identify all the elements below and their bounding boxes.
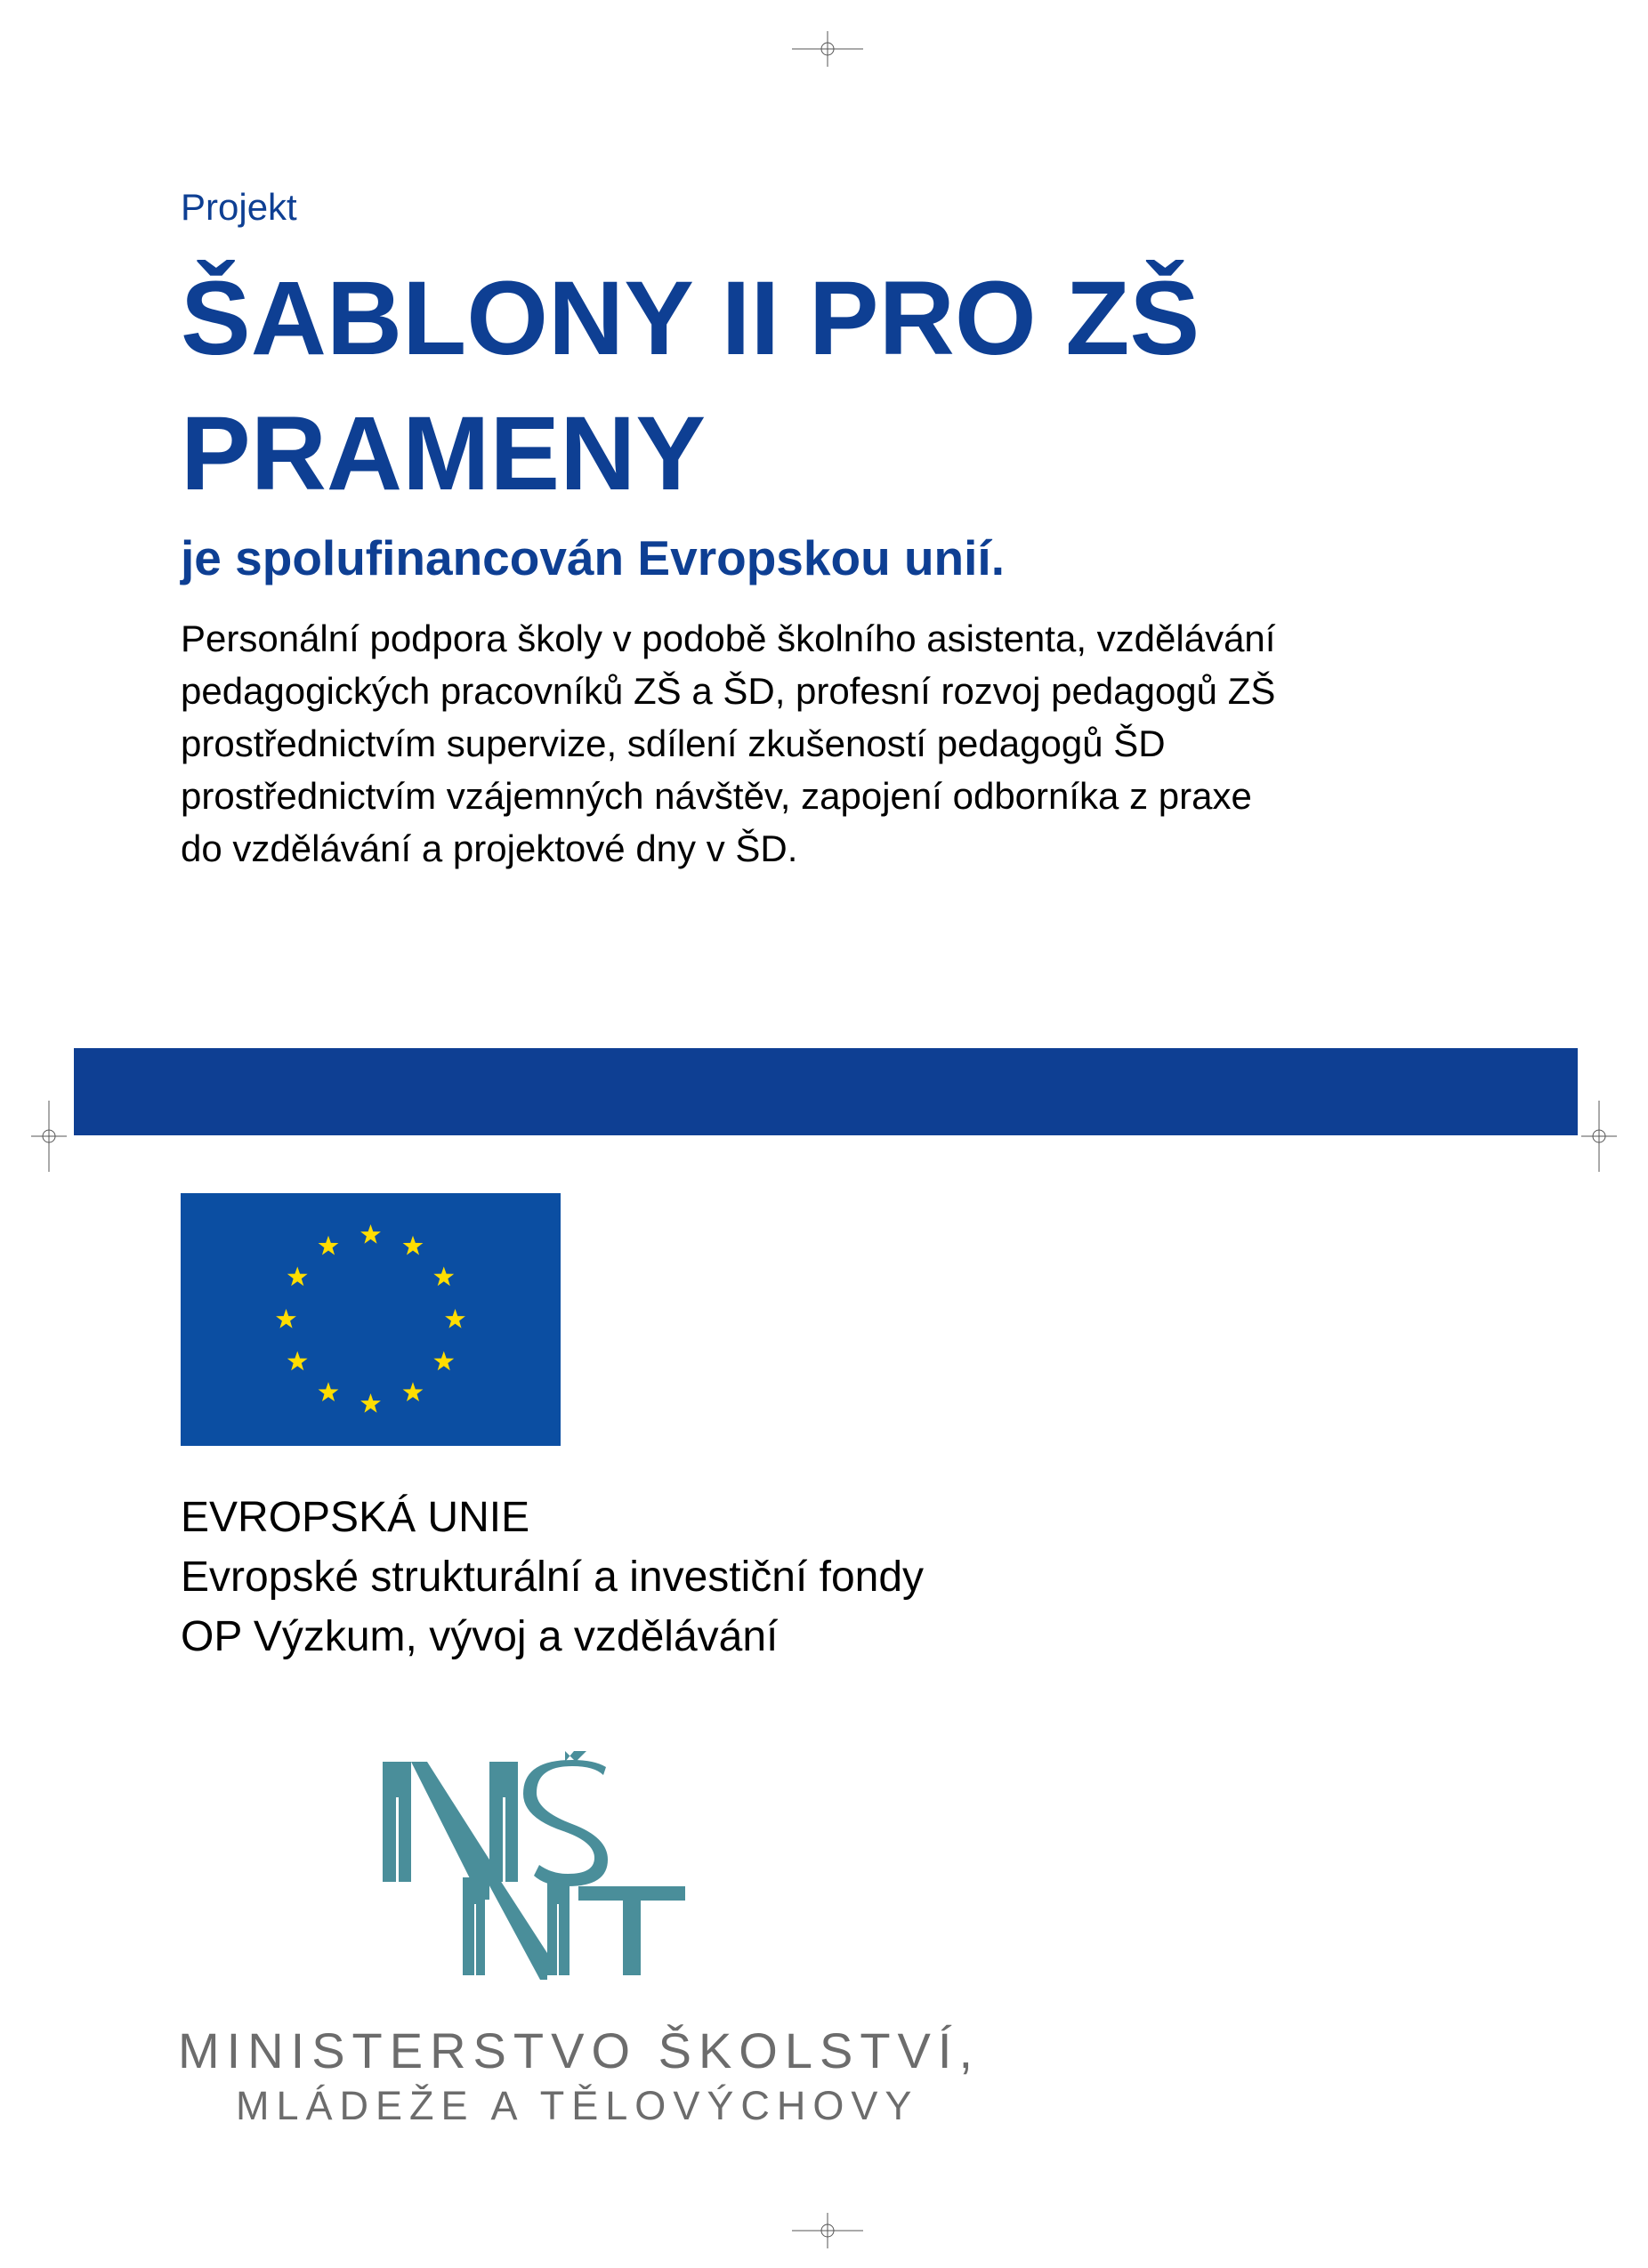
registration-mark-right — [1581, 1101, 1617, 1172]
msmt-logo-icon — [356, 1744, 765, 1984]
description-line: Personální podpora školy v podobě školního asistenta, vzdělávání — [181, 617, 1276, 659]
project-title — [181, 251, 1200, 521]
registration-mark-bottom — [792, 2213, 863, 2248]
ministry-name-line2: MLÁDEŽE A TĚLOVÝCHOVY — [236, 2083, 919, 2128]
project-title-line2: PRAMENY — [181, 395, 707, 513]
description-line: do vzdělávání a projektové dny v ŠD. — [181, 827, 798, 869]
description-line: prostřednictvím vzájemných návštěv, zapojení odborníka z praxe — [181, 775, 1252, 817]
eu-programme: OP Výzkum, vývoj a vzdělávání — [181, 1613, 779, 1660]
project-description — [181, 612, 1515, 875]
registration-mark-left — [31, 1101, 67, 1172]
eu-flag-icon — [181, 1193, 561, 1446]
cofinanced-statement: je spolufinancován Evropskou unií. — [181, 530, 1005, 585]
eu-funds: Evropské strukturální a investiční fondy — [181, 1554, 925, 1601]
project-label: Projekt — [181, 186, 297, 228]
eu-name: EVROPSKÁ UNIE — [181, 1494, 530, 1541]
description-line: prostřednictvím supervize, sdílení zkušeností pedagogů ŠD — [181, 722, 1166, 764]
eu-funding-text — [181, 1488, 924, 1667]
description-line: pedagogických pracovníků ZŠ a ŠD, profesní rozvoj pedagogů ZŠ — [181, 670, 1276, 712]
project-title-line1: ŠABLONY II PRO ZŠ — [181, 260, 1200, 377]
ministry-name-line1: MINISTERSTVO ŠKOLSTVÍ, — [178, 2022, 981, 2078]
registration-mark-top — [792, 31, 863, 67]
blue-band-divider — [74, 1048, 1578, 1135]
